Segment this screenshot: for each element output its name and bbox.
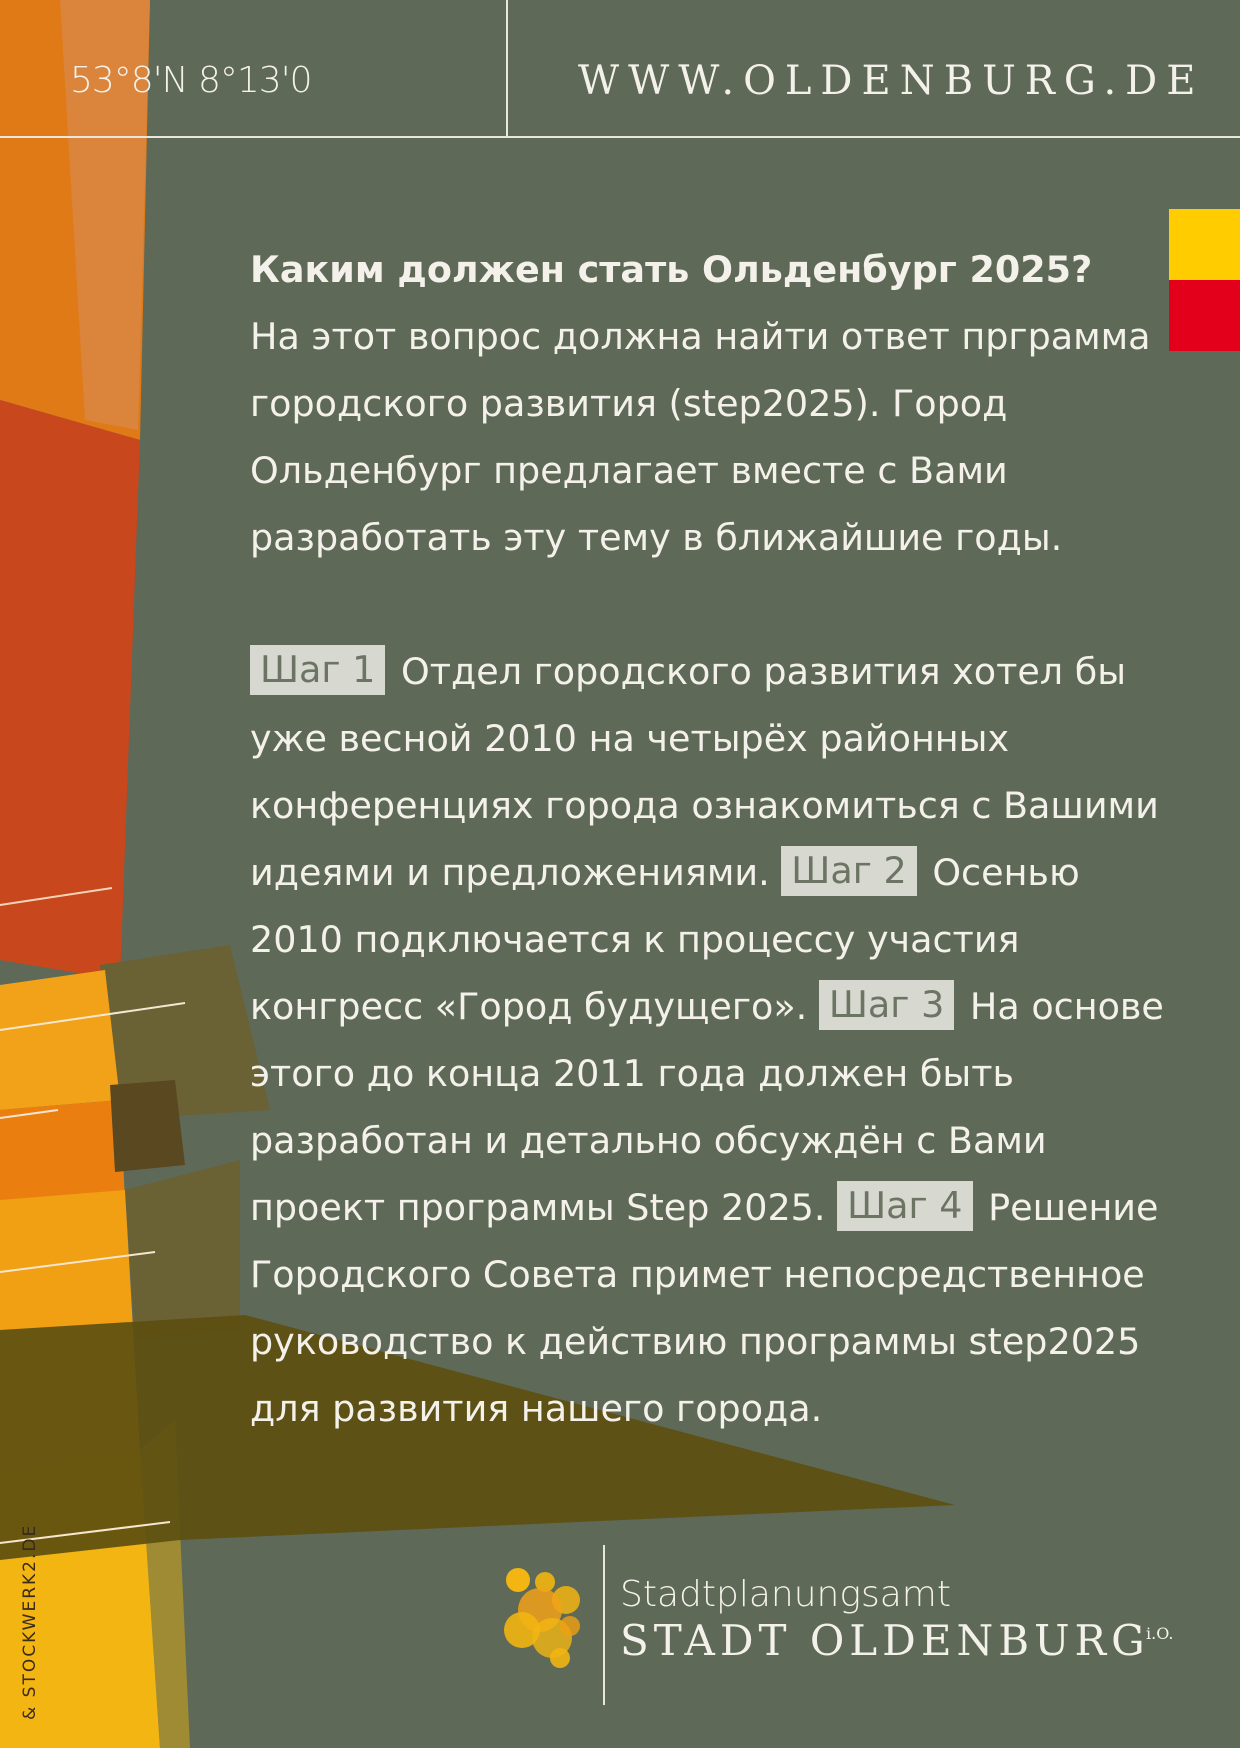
step-4-text: Решение Городского Совета примет непосредственное руководство к действию программы step2025 для развития нашего города. <box>250 1186 1159 1430</box>
logo-divider <box>603 1545 605 1705</box>
city-flag-yellow <box>1169 209 1240 280</box>
step-3-badge: Шаг 3 <box>819 980 954 1030</box>
header-divider-horizontal <box>0 136 1240 138</box>
page-title: Каким должен стать Ольденбург 2025? <box>250 248 1093 291</box>
step-2-badge: Шаг 2 <box>781 846 916 896</box>
step-4-badge: Шаг 4 <box>837 1181 972 1231</box>
circles-logo-icon <box>500 1560 600 1670</box>
intro-paragraph: На этот вопрос должна найти ответ прграмма городского развития (step2025). Город Ольденбург предлагает вместе с Вами разработать эту тему в ближайшие годы. <box>250 315 1151 559</box>
step-1-text: Отдел городского развития хотел бы уже весной 2010 на четырёх районных конференциях города ознакомиться с Вашими идеями и предложениями. <box>250 650 1159 894</box>
step-2-text: Осенью 2010 подключается к процессу участия конгресс «Город будущего». <box>250 851 1080 1028</box>
step-1-badge: Шаг 1 <box>250 645 385 695</box>
designer-credit <box>20 1524 40 1720</box>
header-divider-vertical <box>506 0 508 138</box>
paragraph-spacer <box>250 571 1170 638</box>
logo-department: Stadtplanungsamt <box>620 1574 951 1615</box>
steps-paragraph <box>250 638 1170 1442</box>
logo-suffix: i.O. <box>1146 1624 1174 1643</box>
geo-coordinates: 53°8'N 8°13'0 <box>70 60 312 101</box>
main-text <box>250 236 1170 1442</box>
credit-text: STOCKWERK2.DE <box>20 1523 40 1698</box>
credit-icon: & <box>20 1697 40 1720</box>
logo-city-name: STADT OLDENBURG <box>620 1616 1150 1665</box>
city-flag-red <box>1169 280 1240 351</box>
website-url[interactable]: WWW.OLDENBURG.DE <box>578 58 1205 104</box>
step-3-text: На основе этого до конца 2011 года должен быть разработан и детально обсуждён с Вами проект программы Step 2025. <box>250 985 1164 1229</box>
